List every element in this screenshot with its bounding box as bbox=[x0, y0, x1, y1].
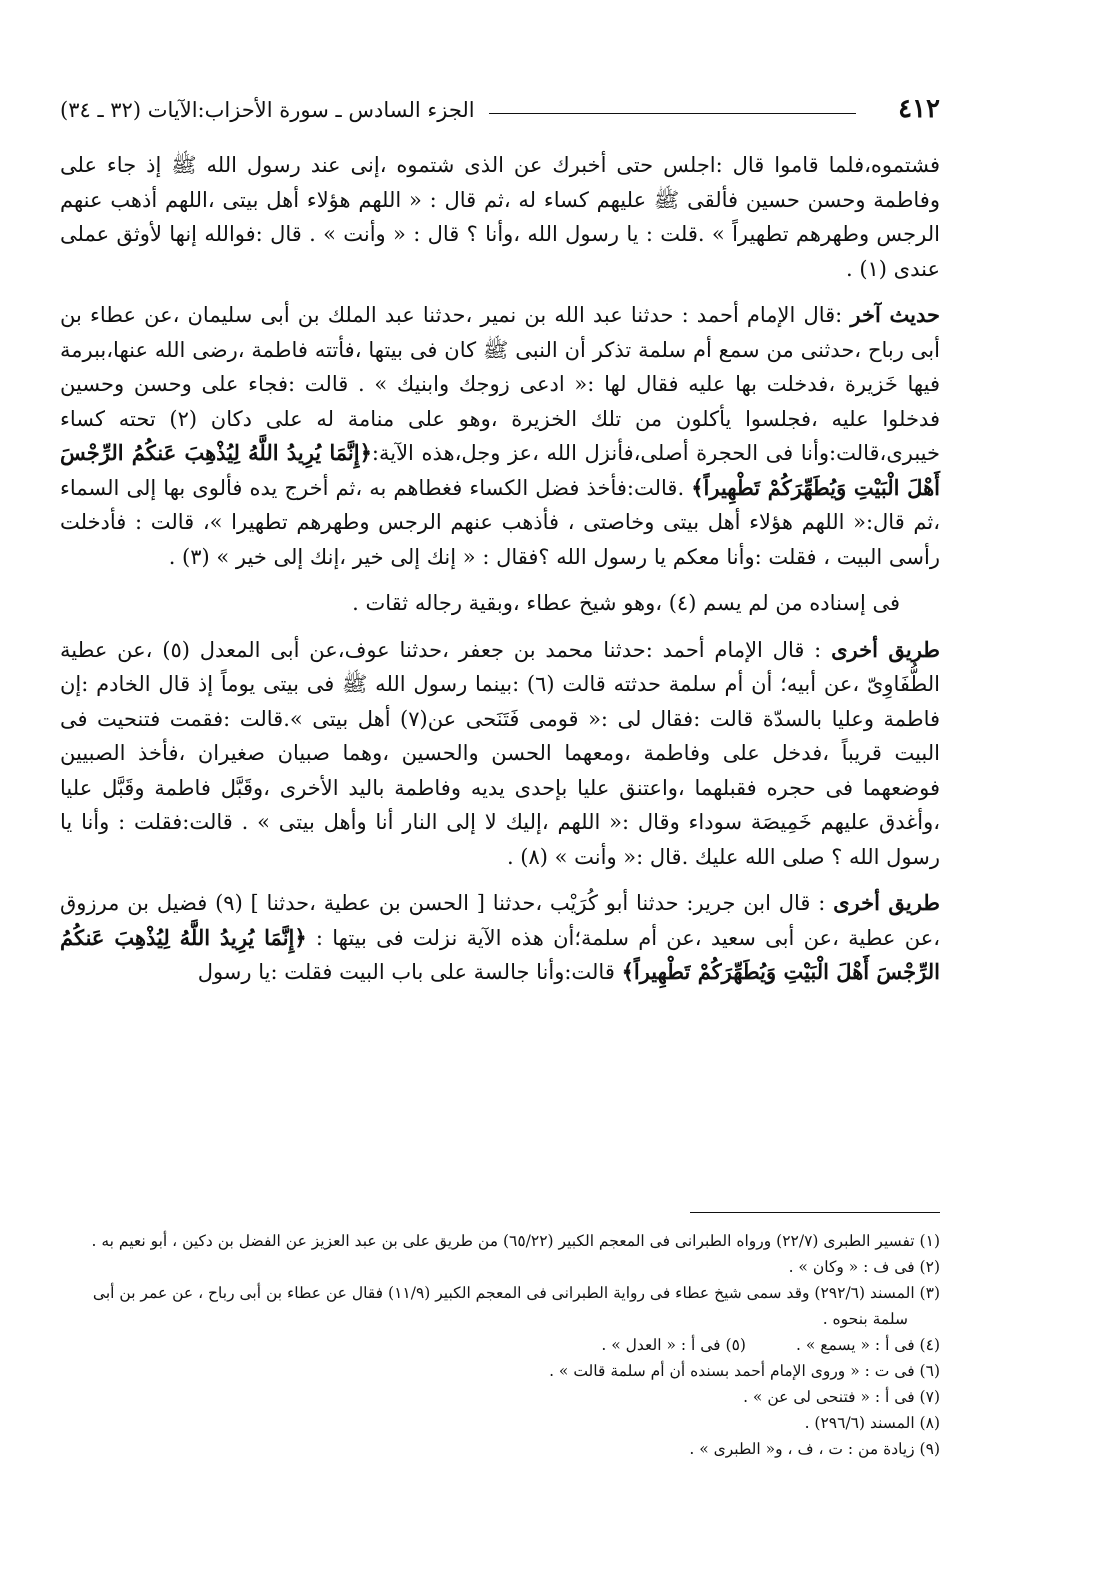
footnote: (٧) فى أ : « فتنحى لى عن » . bbox=[743, 1388, 940, 1406]
paragraph bbox=[60, 633, 940, 875]
section-heading: حديث آخر bbox=[850, 302, 941, 327]
paragraph bbox=[60, 298, 940, 574]
paragraph-text: قالت:وأنا جالسة على باب البيت فقلت :يا رسول bbox=[197, 960, 622, 984]
quran-verse: ﴿إِنَّمَا يُرِيدُ اللَّهُ لِيُذْهِبَ عَنكُمُ الرِّجْسَ أَهْلَ الْبَيْتِ وَيُطَهِّرَكُمْ تَطْهِيراً﴾ bbox=[60, 924, 940, 984]
paragraph-text: : قال الإمام أحمد :حدثنا محمد بن جعفر ،حدثنا عوف،عن أبى المعدل (٥) ،عن عطية الطُّفَاوِىّ ،عن أبيه؛ أن أم سلمة حدثته قالت (٦) :بينما رسول الله ﷺ فى بيتى يوماً إذ قال الخادم :إن فاطمة وعليا بالسدّة قالت :فقال لى :« قومى فَتَنَحى عن(٧) أهل بيتى ».قالت :فقمت فتنحيت فى البيت قريباً ،فدخل على وفاطمة ،ومعهما الحسن والحسين ،وهما صبيان صغيران ،فأخذ الصبيين فوضعهما فى حجره فقبلهما ،واعتنق عليا بإحدى يديه وفاطمة باليد الأخرى ،وقَبَّل فاطمة وقَبَّل عليا ،وأغدق عليهم خَمِيصَة سوداء وقال :« اللهم ،إليك لا إلى النار أنا وأهل بيتى » . قالت:فقلت : وأنا يا رسول الله ؟ صلى الله عليك .قال :« وأنت » (٨) . bbox=[60, 637, 941, 869]
main-text bbox=[60, 148, 940, 1002]
footnote-pair bbox=[60, 1332, 940, 1358]
page-header bbox=[60, 82, 940, 122]
section-heading: طريق أخرى bbox=[833, 890, 941, 915]
footnote-rule bbox=[690, 1212, 940, 1213]
footnote: (٥) فى أ : « العدل » . bbox=[601, 1336, 746, 1354]
footnote: (٢) فى ف : « وكان » . bbox=[788, 1258, 940, 1276]
footnote: (٦) فى ت : « وروى الإمام أحمد بسنده أن أم سلمة قالت » . bbox=[549, 1362, 940, 1380]
section-heading: طريق أخرى bbox=[831, 636, 940, 662]
footnote: (١) تفسير الطبرى (٢٢/٧) ورواه الطبرانى فى المعجم الكبير (٦٥/٢٢) من طريق على بن عبد العزيز عن الفضل بن دكين ، أبو نعيم به . bbox=[91, 1232, 940, 1250]
footnote: (٩) زيادة من : ت ، ف ، و« الطبرى » . bbox=[689, 1440, 940, 1458]
paragraph: فشتموه،فلما قاموا قال :اجلس حتى أخبرك عن الذى شتموه ،إنى عند رسول الله ﷺ إذ جاء على وفاطمة وحسن حسين فألقى ﷺ عليهم كساء له ،ثم قال : « اللهم هؤلاء أهل بيتى ،اللهم أذهب عنهم الرجس وطهرهم تطهيراً » .قلت : يا رسول الله ،وأنا ؟ قال : « وأنت » . قال :فوالله إنها لأوثق عملى عندى (١) . bbox=[60, 153, 940, 281]
quran-verse: ﴿إِنَّمَا يُرِيدُ اللَّهُ لِيُذْهِبَ عَنكُمُ الرِّجْسَ أَهْلَ الْبَيْتِ وَيُطَهِّرَكُمْ تَطْهِيراً﴾ bbox=[60, 440, 940, 500]
paragraph-text: .قالت:فأخذ فضل الكساء فغطاهم به ،ثم أخرج يده فألوى بها إلى السماء ،ثم قال:« اللهم هؤلاء أهل بيتى وخاصتى ، فأذهب عنهم الرجس وطهرهم تطهيرا »، قالت : فأدخلت رأسى البيت ، فقلت :وأنا معكم يا رسول الله ؟فقال : « إنك إلى خير ،إنك إلى خير » (٣) . bbox=[60, 475, 940, 569]
footnotes bbox=[60, 1228, 940, 1462]
paragraph-text: : قال ابن جرير: حدثنا أبو كُرَيْب ،حدثنا [ الحسن بن عطية ،حدثنا ] (٩) فضيل بن مرزوق ،عن عطية ،عن أبى سعيد ،عن أم سلمة؛أن هذه الآية نزلت فى بيتها : bbox=[60, 891, 940, 950]
footnote: (٤) فى أ : « يسمع » . bbox=[795, 1336, 940, 1354]
running-title: الجزء السادس ـ سورة الأحزاب:الآيات (٣٢ ـ ٣٤) bbox=[60, 98, 475, 122]
footnote-continuation: سلمة بنحوه . bbox=[822, 1310, 908, 1328]
page-number: ٤١٢ bbox=[898, 94, 940, 124]
paragraph-text: :قال الإمام أحمد : حدثنا عبد الله بن نمير ،حدثنا عبد الملك بن أبى سليمان ،عن عطاء بن أبى رباح ،حدثنى من سمع أم سلمة تذكر أن النبى ﷺ كان فى بيتها ،فأتته فاطمة ،رضى الله عنها،ببرمة فيها خَزيرة ،فدخلت بها عليه فقال لها :« ادعى زوجك وابنيك » . قالت :فجاء على وحسن وحسين فدخلوا عليه ،فجلسوا يأكلون من تلك الخزيرة ،وهو على منامة له على دكان (٢) تحته كساء خيبرى،قالت:وأنا فى الحجرة أصلى،فأنزل الله ،عز وجل،هذه الآية: bbox=[60, 303, 940, 465]
paragraph bbox=[60, 886, 940, 990]
header-rule bbox=[489, 113, 856, 114]
paragraph: فى إسناده من لم يسم (٤) ،وهو شيخ عطاء ،وبقية رجاله ثقات . bbox=[352, 591, 900, 615]
footnote: (٨) المسند (٢٩٦/٦) . bbox=[804, 1414, 940, 1432]
footnote: (٣) المسند (٢٩٢/٦) وقد سمى شيخ عطاء فى رواية الطبرانى فى المعجم الكبير (١١/٩) فقال عن عطاء بن أبى رباح ، عن عمر بن أبى bbox=[92, 1284, 940, 1302]
